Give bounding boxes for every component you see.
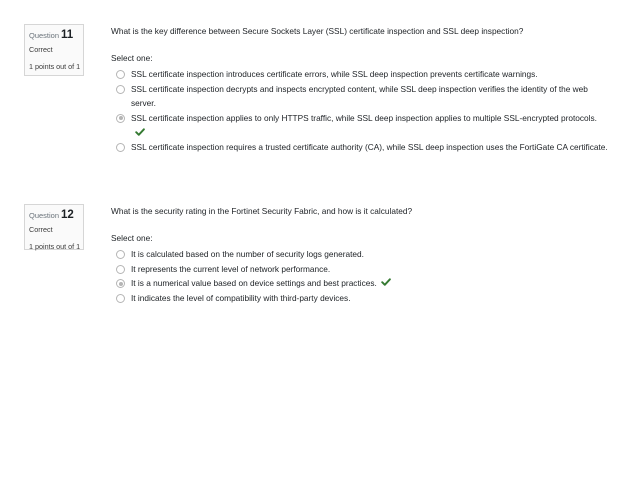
answer-option[interactable] — [111, 262, 611, 277]
answer-label: SSL certificate inspection requires a trusted certificate authority (CA), while SSL deep inspection uses the FortiGate CA certificate. — [131, 142, 608, 153]
radio-button[interactable] — [116, 70, 125, 79]
answer-label: SSL certificate inspection decrypts and inspects encrypted content, while SSL deep inspection verifies the identity of the web server. — [131, 83, 588, 109]
select-one-prompt: Select one: — [111, 52, 153, 63]
check-mark-icon — [135, 127, 145, 137]
select-one-prompt: Select one: — [111, 232, 153, 243]
answer-option[interactable] — [111, 247, 611, 262]
radio-button[interactable] — [116, 294, 125, 303]
question-info-box — [24, 204, 84, 250]
radio-button-selected[interactable] — [116, 114, 125, 123]
answer-label: It represents the current level of network performance. — [131, 263, 331, 274]
question-info-box — [24, 24, 84, 76]
question-text: What is the security rating in the Fortinet Security Fabric, and how is it calculated? — [111, 206, 413, 216]
question-number-value: 11 — [61, 29, 74, 41]
question-number — [29, 29, 80, 42]
radio-button[interactable] — [116, 265, 125, 274]
question-grade: 1 points out of 1 — [29, 242, 81, 251]
question-content — [111, 204, 611, 306]
radio-button[interactable] — [116, 250, 125, 259]
answer-option-selected[interactable] — [111, 276, 611, 291]
answer-label: SSL certificate inspection introduces certificate errors, while SSL deep inspection prevents certificate warnings. — [131, 69, 538, 80]
answer-option[interactable] — [111, 67, 611, 82]
answer-option[interactable] — [111, 291, 611, 306]
radio-button[interactable] — [116, 143, 125, 152]
question-content — [111, 24, 611, 155]
question-number — [29, 209, 80, 222]
question-label: Question — [29, 31, 60, 40]
question-grade: 1 points out of 1 — [29, 62, 81, 71]
question-text: What is the key difference between Secure Sockets Layer (SSL) certificate inspection and SSL deep inspection? — [111, 26, 524, 36]
answer-label: It is a numerical value based on device settings and best practices. — [131, 278, 377, 289]
answer-option[interactable] — [111, 82, 611, 111]
question-state: Correct — [29, 225, 53, 234]
question-number-value: 12 — [61, 209, 74, 221]
radio-button-selected[interactable] — [116, 279, 125, 288]
check-mark-icon — [381, 277, 391, 287]
question-label: Question — [29, 211, 60, 220]
radio-button[interactable] — [116, 85, 125, 94]
answer-label: It indicates the level of compatibility with third-party devices. — [131, 292, 351, 303]
answer-label: SSL certificate inspection applies to only HTTPS traffic, while SSL deep inspection applies to multiple SSL-encrypted protocols. — [131, 112, 597, 123]
answer-label: It is calculated based on the number of security logs generated. — [131, 249, 364, 260]
answer-list — [111, 247, 611, 305]
answer-list — [111, 67, 611, 155]
answer-option-selected[interactable] — [111, 111, 611, 140]
answer-option[interactable] — [111, 140, 611, 155]
question-state: Correct — [29, 45, 53, 54]
